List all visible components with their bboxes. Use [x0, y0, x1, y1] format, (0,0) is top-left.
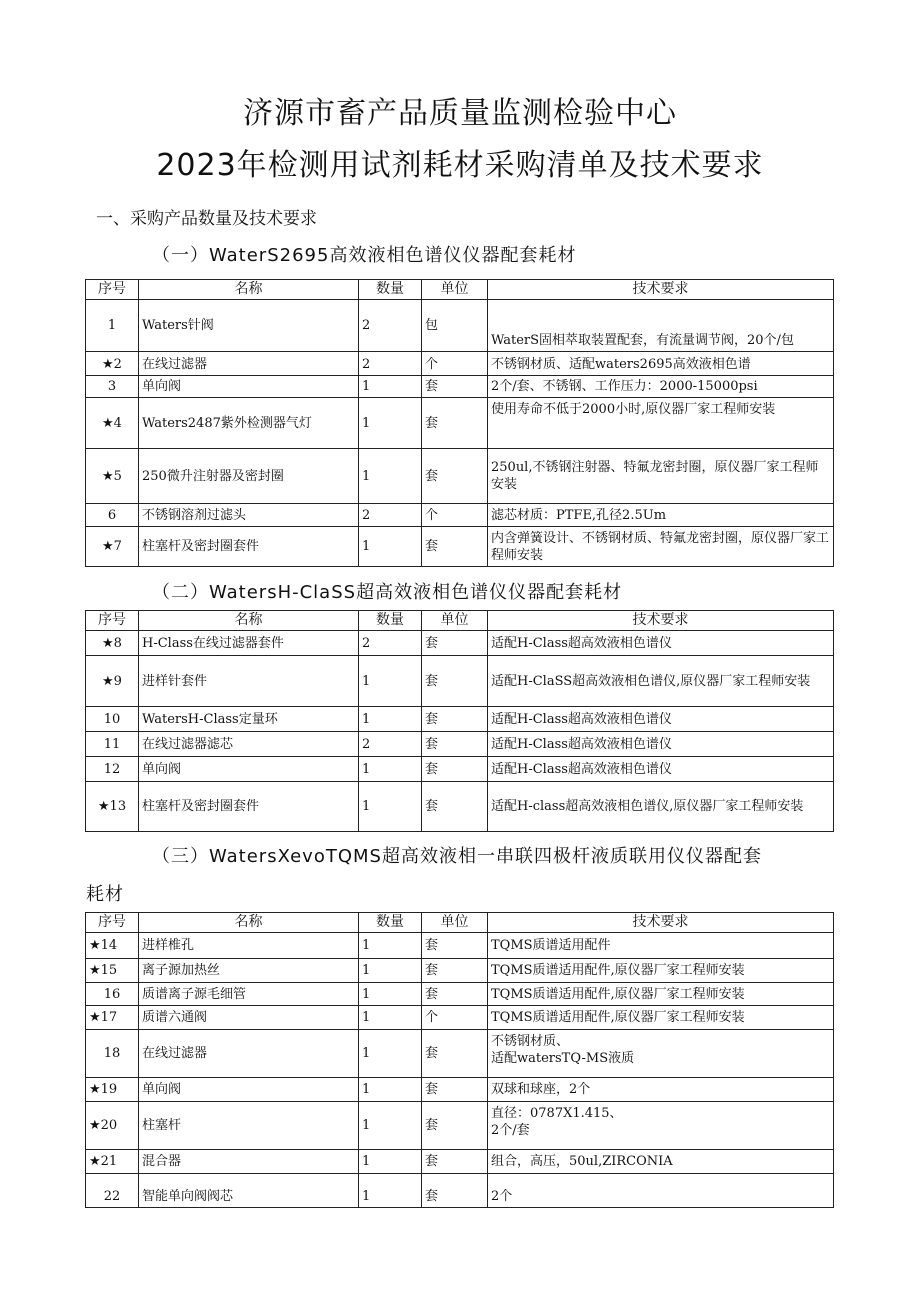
cell-name: 单向阀: [139, 757, 359, 782]
cell-req: 使用寿命不低于2000小时,原仪器厂家工程师安装: [488, 398, 834, 449]
cell-name: 在线过滤器: [139, 1030, 359, 1078]
table-row: [86, 352, 834, 376]
cell-qty: 1: [359, 1102, 422, 1150]
table-row: [86, 527, 834, 567]
table-row: [86, 707, 834, 732]
cell-req: [488, 1102, 834, 1150]
cell-qty: 1: [359, 1150, 422, 1174]
table-row: [86, 656, 834, 707]
cell-seq: ★8: [86, 631, 139, 656]
header-seq: 序号: [86, 280, 139, 300]
header-unit: 单位: [422, 280, 488, 300]
cell-seq: 16: [86, 983, 139, 1006]
table-row: [86, 504, 834, 527]
cell-seq: ★20: [86, 1102, 139, 1150]
table-header-row: [86, 611, 834, 631]
cell-seq: ★13: [86, 782, 139, 832]
cell-req: TQMS质谱适用配件,原仪器厂家工程师安装: [488, 983, 834, 1006]
cell-seq: 22: [86, 1174, 139, 1208]
cell-name: 混合器: [139, 1150, 359, 1174]
cell-qty: 1: [359, 449, 422, 504]
table-row: [86, 959, 834, 983]
table-row: [86, 732, 834, 757]
cell-seq: ★17: [86, 1006, 139, 1030]
cell-name: 柱塞杆及密封圈套件: [139, 782, 359, 832]
cell-qty: 2: [359, 300, 422, 352]
cell-seq: 12: [86, 757, 139, 782]
section1-title: （一）WaterS2695高效液相色谱仪仪器配套耗材: [152, 245, 577, 266]
req-line1: 直径：0787X1.415、: [491, 1106, 623, 1121]
cell-qty: 1: [359, 983, 422, 1006]
cell-req: 内含弹簧设计、不锈钢材质、特氟龙密封圈，原仪器厂家工程师安装: [488, 527, 834, 567]
cell-unit: 包: [422, 300, 488, 352]
table-row: [86, 631, 834, 656]
table-row: [86, 1030, 834, 1078]
section1-table: [85, 279, 834, 567]
cell-qty: 1: [359, 707, 422, 732]
cell-name: 离子源加热丝: [139, 959, 359, 983]
section3-table: [85, 912, 834, 1208]
cell-unit: 套: [422, 631, 488, 656]
cell-req: 组合，高压，50ul,ZIRCONIA: [488, 1150, 834, 1174]
cell-seq: 11: [86, 732, 139, 757]
cell-qty: 1: [359, 656, 422, 707]
cell-qty: 1: [359, 398, 422, 449]
cell-unit: 套: [422, 1174, 488, 1208]
cell-name: 智能单向阀阀芯: [139, 1174, 359, 1208]
cell-name: 单向阀: [139, 376, 359, 398]
table-row: [86, 1078, 834, 1102]
cell-seq: ★9: [86, 656, 139, 707]
cell-seq: 3: [86, 376, 139, 398]
cell-unit: 个: [422, 504, 488, 527]
table-row: [86, 1006, 834, 1030]
cell-seq: ★14: [86, 933, 139, 959]
cell-req: WaterS固相萃取装置配套，有流量调节阀，20个/包: [488, 300, 834, 352]
table-header-row: [86, 913, 834, 933]
cell-name: 柱塞杆及密封圈套件: [139, 527, 359, 567]
table-row: [86, 398, 834, 449]
header-qty: 数量: [359, 913, 422, 933]
cell-qty: 1: [359, 757, 422, 782]
req-line1: 不锈钢材质、: [491, 1034, 570, 1049]
cell-qty: 1: [359, 1174, 422, 1208]
header-seq: 序号: [86, 913, 139, 933]
cell-name: 不锈钢溶剂过滤头: [139, 504, 359, 527]
document-title-line1: 济源市畜产品质量监测检验中心: [243, 96, 677, 131]
cell-seq: 6: [86, 504, 139, 527]
cell-req: 适配H-Class超高效液相色谱仪: [488, 707, 834, 732]
cell-qty: 1: [359, 1006, 422, 1030]
section3-title-cont: 耗材: [86, 884, 124, 905]
cell-req: 双球和球座，2个: [488, 1078, 834, 1102]
cell-unit: 套: [422, 959, 488, 983]
table-row: [86, 983, 834, 1006]
cell-req: 不锈钢材质、适配waters2695高效液相色谱: [488, 352, 834, 376]
cell-unit: 套: [422, 656, 488, 707]
cell-unit: 套: [422, 1030, 488, 1078]
cell-name: 250微升注射器及密封圈: [139, 449, 359, 504]
cell-unit: 套: [422, 732, 488, 757]
cell-seq: 1: [86, 300, 139, 352]
cell-qty: 1: [359, 1030, 422, 1078]
cell-name: 在线过滤器滤芯: [139, 732, 359, 757]
cell-unit: 套: [422, 1150, 488, 1174]
table-row: [86, 933, 834, 959]
cell-name: 质谱六通阀: [139, 1006, 359, 1030]
req-line2: 适配watersTQ-MS液质: [491, 1051, 635, 1066]
cell-req: 适配H-ClaSS超高效液相色谱仪,原仪器厂家工程师安装: [488, 656, 834, 707]
header-seq: 序号: [86, 611, 139, 631]
cell-name: 进样椎孔: [139, 933, 359, 959]
cell-unit: 个: [422, 352, 488, 376]
header-qty: 数量: [359, 611, 422, 631]
cell-name: Waters针阀: [139, 300, 359, 352]
document-title-line2: 2023年检测用试剂耗材采购清单及技术要求: [156, 148, 764, 183]
cell-req: 适配H-Class超高效液相色谱仪: [488, 757, 834, 782]
cell-unit: 套: [422, 527, 488, 567]
cell-seq: ★19: [86, 1078, 139, 1102]
cell-req: 250ul,不锈钢注射器、特氟龙密封圈，原仪器厂家工程师安装: [488, 449, 834, 504]
cell-req: 2个/套、不锈钢、工作压力：2000-15000psi: [488, 376, 834, 398]
cell-name: 单向阀: [139, 1078, 359, 1102]
header-req: 技术要求: [488, 913, 834, 933]
header-unit: 单位: [422, 611, 488, 631]
table-row: [86, 1174, 834, 1208]
cell-req: TQMS质谱适用配件: [488, 933, 834, 959]
cell-seq: ★15: [86, 959, 139, 983]
cell-qty: 2: [359, 352, 422, 376]
cell-seq: 10: [86, 707, 139, 732]
cell-qty: 1: [359, 1078, 422, 1102]
cell-qty: 1: [359, 959, 422, 983]
cell-unit: 个: [422, 1006, 488, 1030]
cell-name: WatersH-Class定量环: [139, 707, 359, 732]
cell-qty: 1: [359, 527, 422, 567]
cell-qty: 1: [359, 782, 422, 832]
section3-title: （三）WatersXevoTQMS超高效液相一串联四极杆液质联用仪仪器配套: [152, 846, 762, 867]
table-row: [86, 300, 834, 352]
cell-req: TQMS质谱适用配件,原仪器厂家工程师安装: [488, 1006, 834, 1030]
cell-unit: 套: [422, 1078, 488, 1102]
cell-seq: ★4: [86, 398, 139, 449]
cell-unit: 套: [422, 933, 488, 959]
cell-qty: 2: [359, 732, 422, 757]
cell-req: 适配H-Class超高效液相色谱仪: [488, 631, 834, 656]
cell-unit: 套: [422, 782, 488, 832]
cell-seq: ★5: [86, 449, 139, 504]
table-row: [86, 782, 834, 832]
cell-seq: ★2: [86, 352, 139, 376]
cell-req: [488, 1030, 834, 1078]
cell-unit: 套: [422, 398, 488, 449]
cell-unit: 套: [422, 376, 488, 398]
cell-qty: 2: [359, 631, 422, 656]
cell-unit: 套: [422, 1102, 488, 1150]
cell-seq: ★7: [86, 527, 139, 567]
table-row: [86, 449, 834, 504]
table-row: [86, 376, 834, 398]
req-line2: 2个/套: [491, 1123, 530, 1138]
cell-qty: 2: [359, 504, 422, 527]
header-req: 技术要求: [488, 280, 834, 300]
header-name: 名称: [139, 913, 359, 933]
section2-title: （二）WatersH-ClaSS超高效液相色谱仪仪器配套耗材: [152, 582, 623, 603]
header-name: 名称: [139, 611, 359, 631]
cell-req: 2个: [488, 1174, 834, 1208]
cell-name: Waters2487紫外检测器气灯: [139, 398, 359, 449]
header-unit: 单位: [422, 913, 488, 933]
cell-unit: 套: [422, 449, 488, 504]
header-name: 名称: [139, 280, 359, 300]
cell-name: 柱塞杆: [139, 1102, 359, 1150]
table-row: [86, 757, 834, 782]
table-row: [86, 1102, 834, 1150]
section2-table: [85, 610, 834, 832]
cell-unit: 套: [422, 707, 488, 732]
cell-seq: 18: [86, 1030, 139, 1078]
cell-unit: 套: [422, 757, 488, 782]
header-req: 技术要求: [488, 611, 834, 631]
cell-req: 适配H-Class超高效液相色谱仪: [488, 732, 834, 757]
cell-seq: ★21: [86, 1150, 139, 1174]
cell-name: 质谱离子源毛细管: [139, 983, 359, 1006]
cell-qty: 1: [359, 933, 422, 959]
cell-name: 在线过滤器: [139, 352, 359, 376]
cell-req: TQMS质谱适用配件,原仪器厂家工程师安装: [488, 959, 834, 983]
cell-name: 进样针套件: [139, 656, 359, 707]
cell-req: 滤芯材质：PTFE,孔径2.5Um: [488, 504, 834, 527]
cell-unit: 套: [422, 983, 488, 1006]
cell-name: H-Class在线过滤器套件: [139, 631, 359, 656]
section-heading-1: 一、采购产品数量及技术要求: [96, 209, 317, 229]
table-header-row: [86, 280, 834, 300]
cell-qty: 1: [359, 376, 422, 398]
header-qty: 数量: [359, 280, 422, 300]
cell-req: 适配H-class超高效液相色谱仪,原仪器厂家工程师安装: [488, 782, 834, 832]
table-row: [86, 1150, 834, 1174]
